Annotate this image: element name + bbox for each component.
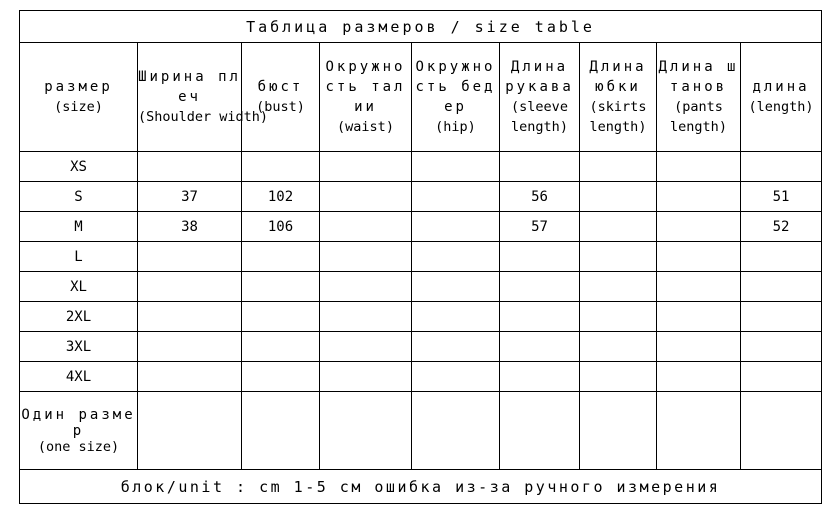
cell-hip	[412, 182, 500, 212]
cell-length	[741, 242, 822, 272]
cell-length	[741, 332, 822, 362]
header-sleeve	[500, 43, 580, 152]
header-shoulder-ru: Ширина плеч	[138, 69, 241, 105]
one-size-cell	[412, 392, 500, 470]
header-pants	[657, 43, 741, 152]
header-pants-ru: Длина штанов	[658, 59, 739, 95]
cell-skirt	[580, 152, 657, 182]
cell-skirt	[580, 182, 657, 212]
cell-skirt	[580, 272, 657, 302]
cell-shoulder	[138, 242, 242, 272]
table-row	[20, 242, 822, 272]
cell-shoulder	[138, 302, 242, 332]
header-waist	[320, 43, 412, 152]
table-row	[20, 212, 822, 242]
one-size-label	[20, 392, 138, 470]
cell-hip	[412, 152, 500, 182]
cell-waist	[320, 302, 412, 332]
cell-bust	[242, 362, 320, 392]
cell-skirt	[580, 242, 657, 272]
cell-pants	[657, 332, 741, 362]
cell-length: 52	[741, 212, 822, 242]
cell-bust	[242, 242, 320, 272]
row-size-label: XL	[20, 272, 138, 302]
cell-length	[741, 362, 822, 392]
cell-waist	[320, 242, 412, 272]
size-table-body	[20, 11, 822, 152]
cell-bust: 106	[242, 212, 320, 242]
header-sleeve-en: (sleeve length)	[511, 99, 568, 135]
cell-hip	[412, 302, 500, 332]
cell-length	[741, 302, 822, 332]
row-size-label: 2XL	[20, 302, 138, 332]
header-skirt-ru: Длина юбки	[589, 59, 647, 95]
cell-shoulder	[138, 272, 242, 302]
cell-length	[741, 272, 822, 302]
one-size-ru: Один размер	[21, 406, 136, 439]
row-size-label: 3XL	[20, 332, 138, 362]
cell-shoulder: 37	[138, 182, 242, 212]
cell-hip	[412, 272, 500, 302]
cell-hip	[412, 212, 500, 242]
cell-shoulder	[138, 332, 242, 362]
header-hip-ru: Окружность бедер	[415, 59, 496, 115]
cell-bust: 102	[242, 182, 320, 212]
one-size-cell	[320, 392, 412, 470]
table-row	[20, 332, 822, 362]
header-bust	[242, 43, 320, 152]
one-size-cell	[580, 392, 657, 470]
cell-skirt	[580, 362, 657, 392]
row-size-label: 4XL	[20, 362, 138, 392]
one-size-row	[20, 392, 822, 470]
size-rows	[20, 152, 822, 392]
cell-bust	[242, 272, 320, 302]
cell-hip	[412, 362, 500, 392]
cell-sleeve	[500, 242, 580, 272]
cell-bust	[242, 302, 320, 332]
cell-waist	[320, 182, 412, 212]
cell-length: 51	[741, 182, 822, 212]
row-size-label: M	[20, 212, 138, 242]
footer-row	[20, 470, 822, 504]
cell-pants	[657, 362, 741, 392]
header-hip	[412, 43, 500, 152]
cell-length	[741, 152, 822, 182]
cell-shoulder	[138, 152, 242, 182]
header-pants-en: (pants length)	[670, 99, 727, 135]
cell-skirt	[580, 212, 657, 242]
header-waist-ru: Окружность талии	[325, 59, 406, 115]
cell-sleeve: 57	[500, 212, 580, 242]
row-size-label: XS	[20, 152, 138, 182]
one-size-cell	[500, 392, 580, 470]
cell-sleeve	[500, 152, 580, 182]
table-row	[20, 362, 822, 392]
size-table	[19, 10, 822, 504]
one-size-cell	[138, 392, 242, 470]
cell-pants	[657, 302, 741, 332]
cell-hip	[412, 242, 500, 272]
header-skirt	[580, 43, 657, 152]
header-skirt-en: (skirts length)	[589, 99, 647, 135]
table-row	[20, 272, 822, 302]
cell-bust	[242, 332, 320, 362]
header-length-ru: длина	[752, 79, 810, 95]
cell-waist	[320, 332, 412, 362]
header-length	[741, 43, 822, 152]
one-size-cell	[741, 392, 822, 470]
unit-note: блок/unit : cm 1-5 см ошибка из-за ручного измерения	[20, 470, 822, 504]
header-sleeve-ru: Длина рукава	[505, 59, 574, 95]
one-size-en: (one size)	[37, 438, 120, 455]
header-size	[20, 43, 138, 152]
header-size-ru: размер	[44, 79, 113, 95]
cell-shoulder: 38	[138, 212, 242, 242]
header-row	[20, 43, 822, 152]
cell-pants	[657, 242, 741, 272]
cell-sleeve: 56	[500, 182, 580, 212]
cell-hip	[412, 332, 500, 362]
table-row	[20, 302, 822, 332]
cell-sleeve	[500, 332, 580, 362]
table-title: Таблица размеров / size table	[20, 11, 822, 43]
cell-pants	[657, 272, 741, 302]
cell-waist	[320, 362, 412, 392]
cell-waist	[320, 212, 412, 242]
one-size-cell	[242, 392, 320, 470]
row-size-label: L	[20, 242, 138, 272]
header-waist-en: (waist)	[337, 119, 394, 135]
header-length-en: (length)	[748, 99, 814, 115]
row-size-label: S	[20, 182, 138, 212]
header-shoulder	[138, 43, 269, 152]
cell-waist	[320, 152, 412, 182]
cell-skirt	[580, 332, 657, 362]
table-row	[20, 152, 822, 182]
cell-waist	[320, 272, 412, 302]
cell-sleeve	[500, 302, 580, 332]
cell-sleeve	[500, 362, 580, 392]
cell-pants	[657, 152, 741, 182]
size-table-tail	[20, 392, 822, 504]
header-bust-ru: бюст	[257, 79, 304, 95]
cell-pants	[657, 182, 741, 212]
header-shoulder-en: (Shoulder width)	[138, 109, 269, 125]
header-hip-en: (hip)	[435, 119, 476, 135]
table-row	[20, 182, 822, 212]
cell-bust	[242, 152, 320, 182]
header-size-en: (size)	[54, 99, 103, 115]
cell-pants	[657, 212, 741, 242]
title-row	[20, 11, 822, 43]
cell-skirt	[580, 302, 657, 332]
header-bust-en: (bust)	[256, 99, 305, 115]
cell-sleeve	[500, 272, 580, 302]
one-size-cell	[657, 392, 741, 470]
cell-shoulder	[138, 362, 242, 392]
